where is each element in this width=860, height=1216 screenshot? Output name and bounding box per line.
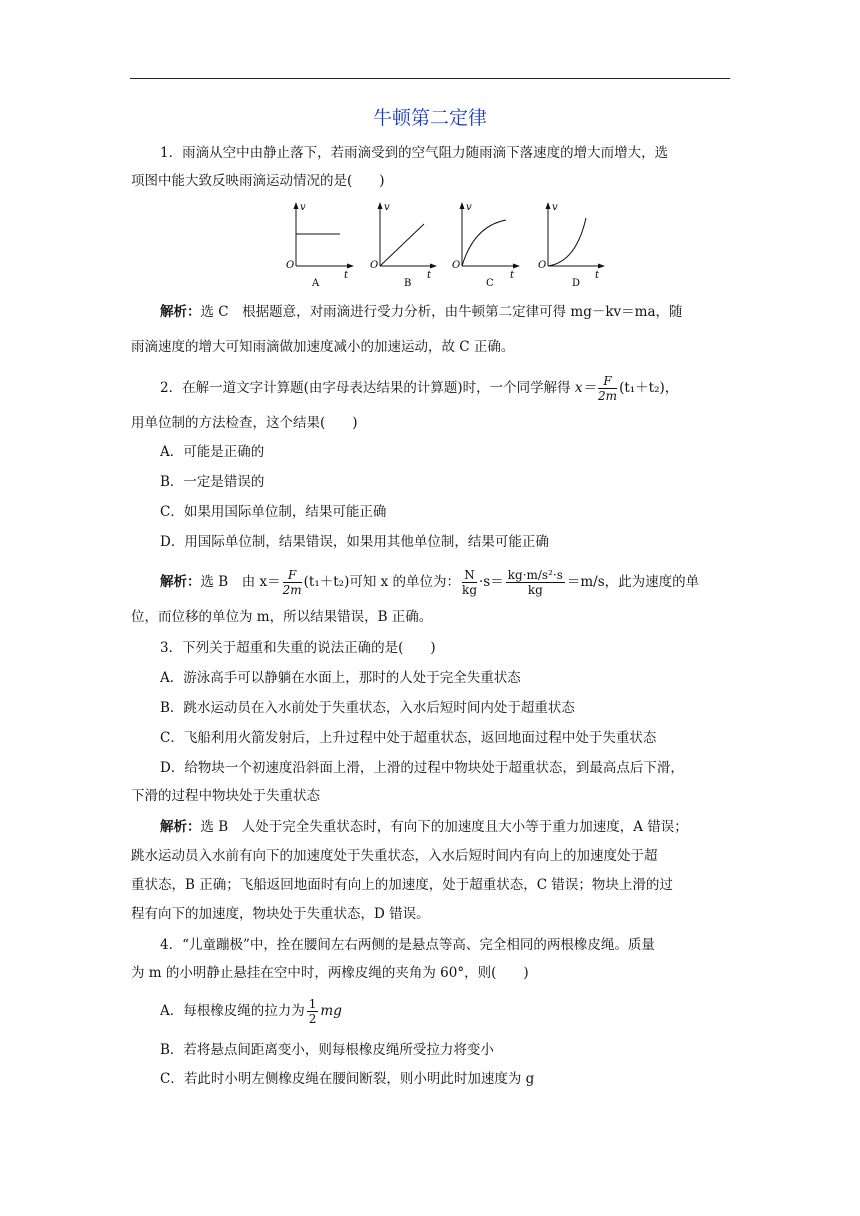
q2-option-b: B．一定是错误的 [160,474,265,490]
q3-option-d-line2: 下滑的过程中物块处于失重状态 [131,788,320,804]
q4-stem-line2: 为 m 的小明静止悬挂在空中时，两橡皮绳的夹角为 60°，则( ) [131,965,529,981]
graph-b-y-label: v [384,202,390,213]
graph-c-origin: O [452,260,461,271]
page-title: 牛顿第二定律 [372,107,487,129]
graph-d-x-label: t [595,270,600,281]
q3-option-b: B．跳水运动员在入水前处于失重状态，入水后短时间内处于超重状态 [160,700,575,716]
unit-fraction-1: $\frac{N}{kg}$ [462,568,477,597]
q3-analysis-line4: 程有向下的加速度，物块处于失重状态，D 错误。 [131,906,430,922]
q2-option-c: C．如果用国际单位制，结果可能正确 [160,504,387,520]
q3-option-c: C．飞船利用火箭发射后，上升过程中处于超重状态，返回地面过程中处于失重状态 [160,730,657,746]
q3-stem: 3．下列关于超重和失重的说法正确的是( ) [160,640,436,656]
q2-analysis-line1: 解析：选 B 由 x＝ $\frac{F}{2m}$ (t₁＋t₂)可知 x 的单位为： $\frac{N}{kg}$ ·s＝ $\frac{\text{kg·m/s²·s}}{kg}$ ＝m/s，此为速度的单 [160,568,700,597]
q4-option-a: A．每根橡皮绳的拉力为 $\frac{1}{2}$ mg [160,997,342,1026]
graph-a-y-label: v [300,202,306,213]
unit-fraction-2: $\frac{\text{kg·m/s²·s}}{kg}$ [507,568,563,597]
graph-c-y-label: v [466,202,472,213]
q3-option-d-line1: D．给物块一个初速度沿斜面上滑，上滑的过程中物块处于超重状态，到最高点后下滑， [160,760,684,776]
q2-analysis-fraction: $\frac{F}{2m}$ [282,568,302,597]
graph-c-x-label: t [510,270,515,281]
q2-option-d: D．用国际单位制，结果错误，如果用其他单位制，结果可能正确 [160,534,549,550]
graph-d [538,202,605,289]
q2-option-a: A．可能是正确的 [160,444,265,460]
q3-analysis-line3: 重状态，B 正确；飞船返回地面时有向上的加速度，处于超重状态，C 错误；物块上滑的过 [131,877,673,893]
graph-b-origin: O [370,260,379,271]
q2-stem-line2: 用单位制的方法检查，这个结果( ) [131,415,358,431]
q1-analysis-line1: 解析：选 C 根据题意，对雨滴进行受力分析，由牛顿第二定律可得 mg－kv＝ma，随 [160,304,683,320]
graph-b [370,202,437,289]
q1-stem-line2: 项图中能大致反映雨滴运动情况的是( ) [131,173,385,189]
graph-a-label: A [312,278,320,289]
graph-d-label: D [572,278,581,289]
header-rule [130,78,730,79]
graph-b-label: B [404,278,412,289]
q4-option-b: B．若将悬点间距离变小，则每根橡皮绳所受拉力将变小 [160,1042,494,1058]
q2-analysis-line2: 位，而位移的单位为 m，所以结果错误，B 正确。 [131,609,433,625]
q1-graphs [270,196,610,292]
graph-a-x-label: t [344,270,349,281]
q3-option-a: A．游泳高手可以静躺在水面上，那时的人处于完全失重状态 [160,670,521,686]
q1-stem-line1: 1．雨滴从空中由静止落下，若雨滴受到的空气阻力随雨滴下落速度的增大而增大，选 [160,145,669,161]
graph-c-label: C [486,278,494,289]
graph-c [452,202,520,289]
q2-formula-fraction: $\frac{F}{2m}$ [598,374,618,403]
q2-stem-line1: 2．在解一道文字计算题(由字母表达结果的计算题)时，一个同学解得 x＝ $\frac{F}{2m}$ (t₁＋t₂)， [160,374,679,403]
q4-option-c: C．若此时小明左侧橡皮绳在腰间断裂，则小明此时加速度为 g [160,1071,535,1087]
q4-stem-line1: 4．“儿童蹦极”中，拴在腰间左右两侧的是悬点等高、完全相同的两根橡皮绳。质量 [160,937,655,953]
graph-b-x-label: t [427,270,432,281]
q1-analysis-line2: 雨滴速度的增大可知雨滴做加速度减小的加速运动，故 C 正确。 [131,339,515,355]
graph-d-y-label: v [552,202,558,213]
graph-d-origin: O [538,260,547,271]
q3-analysis-line2: 跳水运动员入水前有向下的加速度处于失重状态，入水后短时间内有向上的加速度处于超 [131,848,658,864]
graph-a [286,202,354,289]
q3-analysis-line1: 解析：选 B 人处于完全失重状态时，有向下的加速度且大小等于重力加速度，A 错误； [160,819,688,835]
q4-half-fraction: $\frac{1}{2}$ [308,997,317,1026]
graph-a-origin: O [286,260,295,271]
